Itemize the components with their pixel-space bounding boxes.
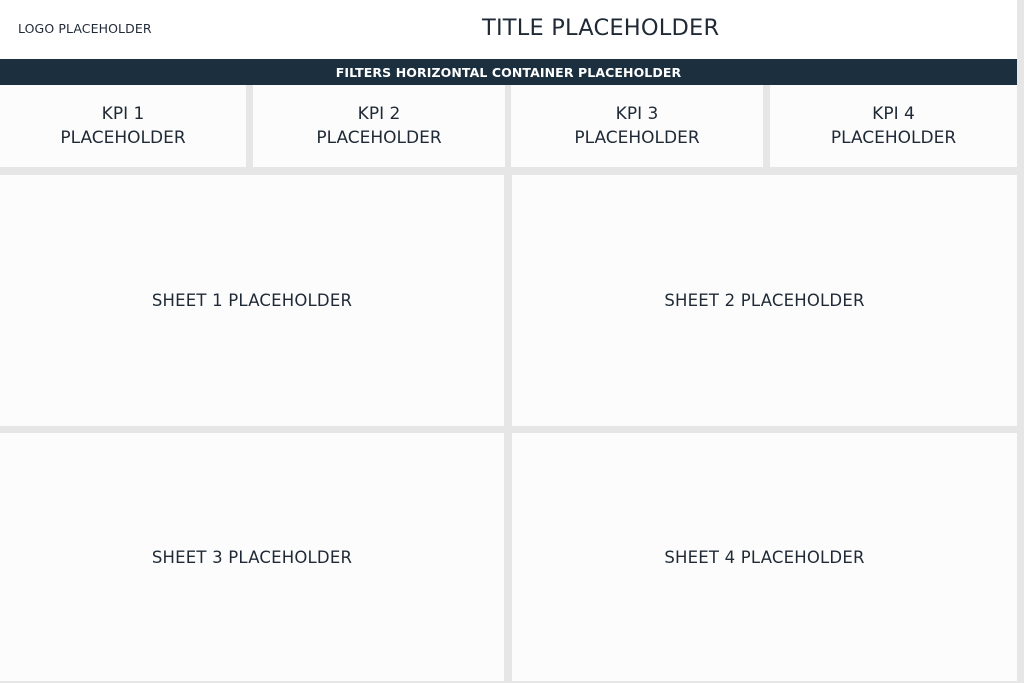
kpi-4-title: KPI 4 <box>872 104 915 124</box>
kpi-2-subtitle: PLACEHOLDER <box>316 128 442 148</box>
filters-label: FILTERS HORIZONTAL CONTAINER PLACEHOLDER <box>335 64 682 80</box>
kpi-1-title: KPI 1 <box>101 104 145 124</box>
kpi-3-title: KPI 3 <box>615 104 659 124</box>
kpi-3-subtitle: PLACEHOLDER <box>574 128 700 148</box>
kpi-card-2 <box>253 85 505 167</box>
sheet-1-label: SHEET 1 PLACEHOLDER <box>151 291 353 310</box>
logo-placeholder: LOGO PLACEHOLDER <box>18 21 152 36</box>
filters-container <box>0 59 1017 85</box>
kpi-card-3 <box>511 85 763 167</box>
kpi-4-subtitle: PLACEHOLDER <box>830 128 957 148</box>
sheet-panel-2 <box>512 175 1017 426</box>
kpi-card-4 <box>770 85 1017 167</box>
sheet-panel-3 <box>0 433 504 681</box>
page-title: TITLE PLACEHOLDER <box>482 15 720 41</box>
header-bar <box>0 0 1017 59</box>
sheet-panel-4 <box>512 433 1017 681</box>
kpi-card-1 <box>0 85 246 167</box>
sheet-3-label: SHEET 3 PLACEHOLDER <box>151 547 353 567</box>
sheet-4-label: SHEET 4 PLACEHOLDER <box>664 547 865 567</box>
sheet-panel-1 <box>0 175 504 426</box>
kpi-2-title: KPI 2 <box>357 104 401 124</box>
kpi-1-subtitle: PLACEHOLDER <box>60 128 186 148</box>
sheet-2-label: SHEET 2 PLACEHOLDER <box>664 291 865 310</box>
